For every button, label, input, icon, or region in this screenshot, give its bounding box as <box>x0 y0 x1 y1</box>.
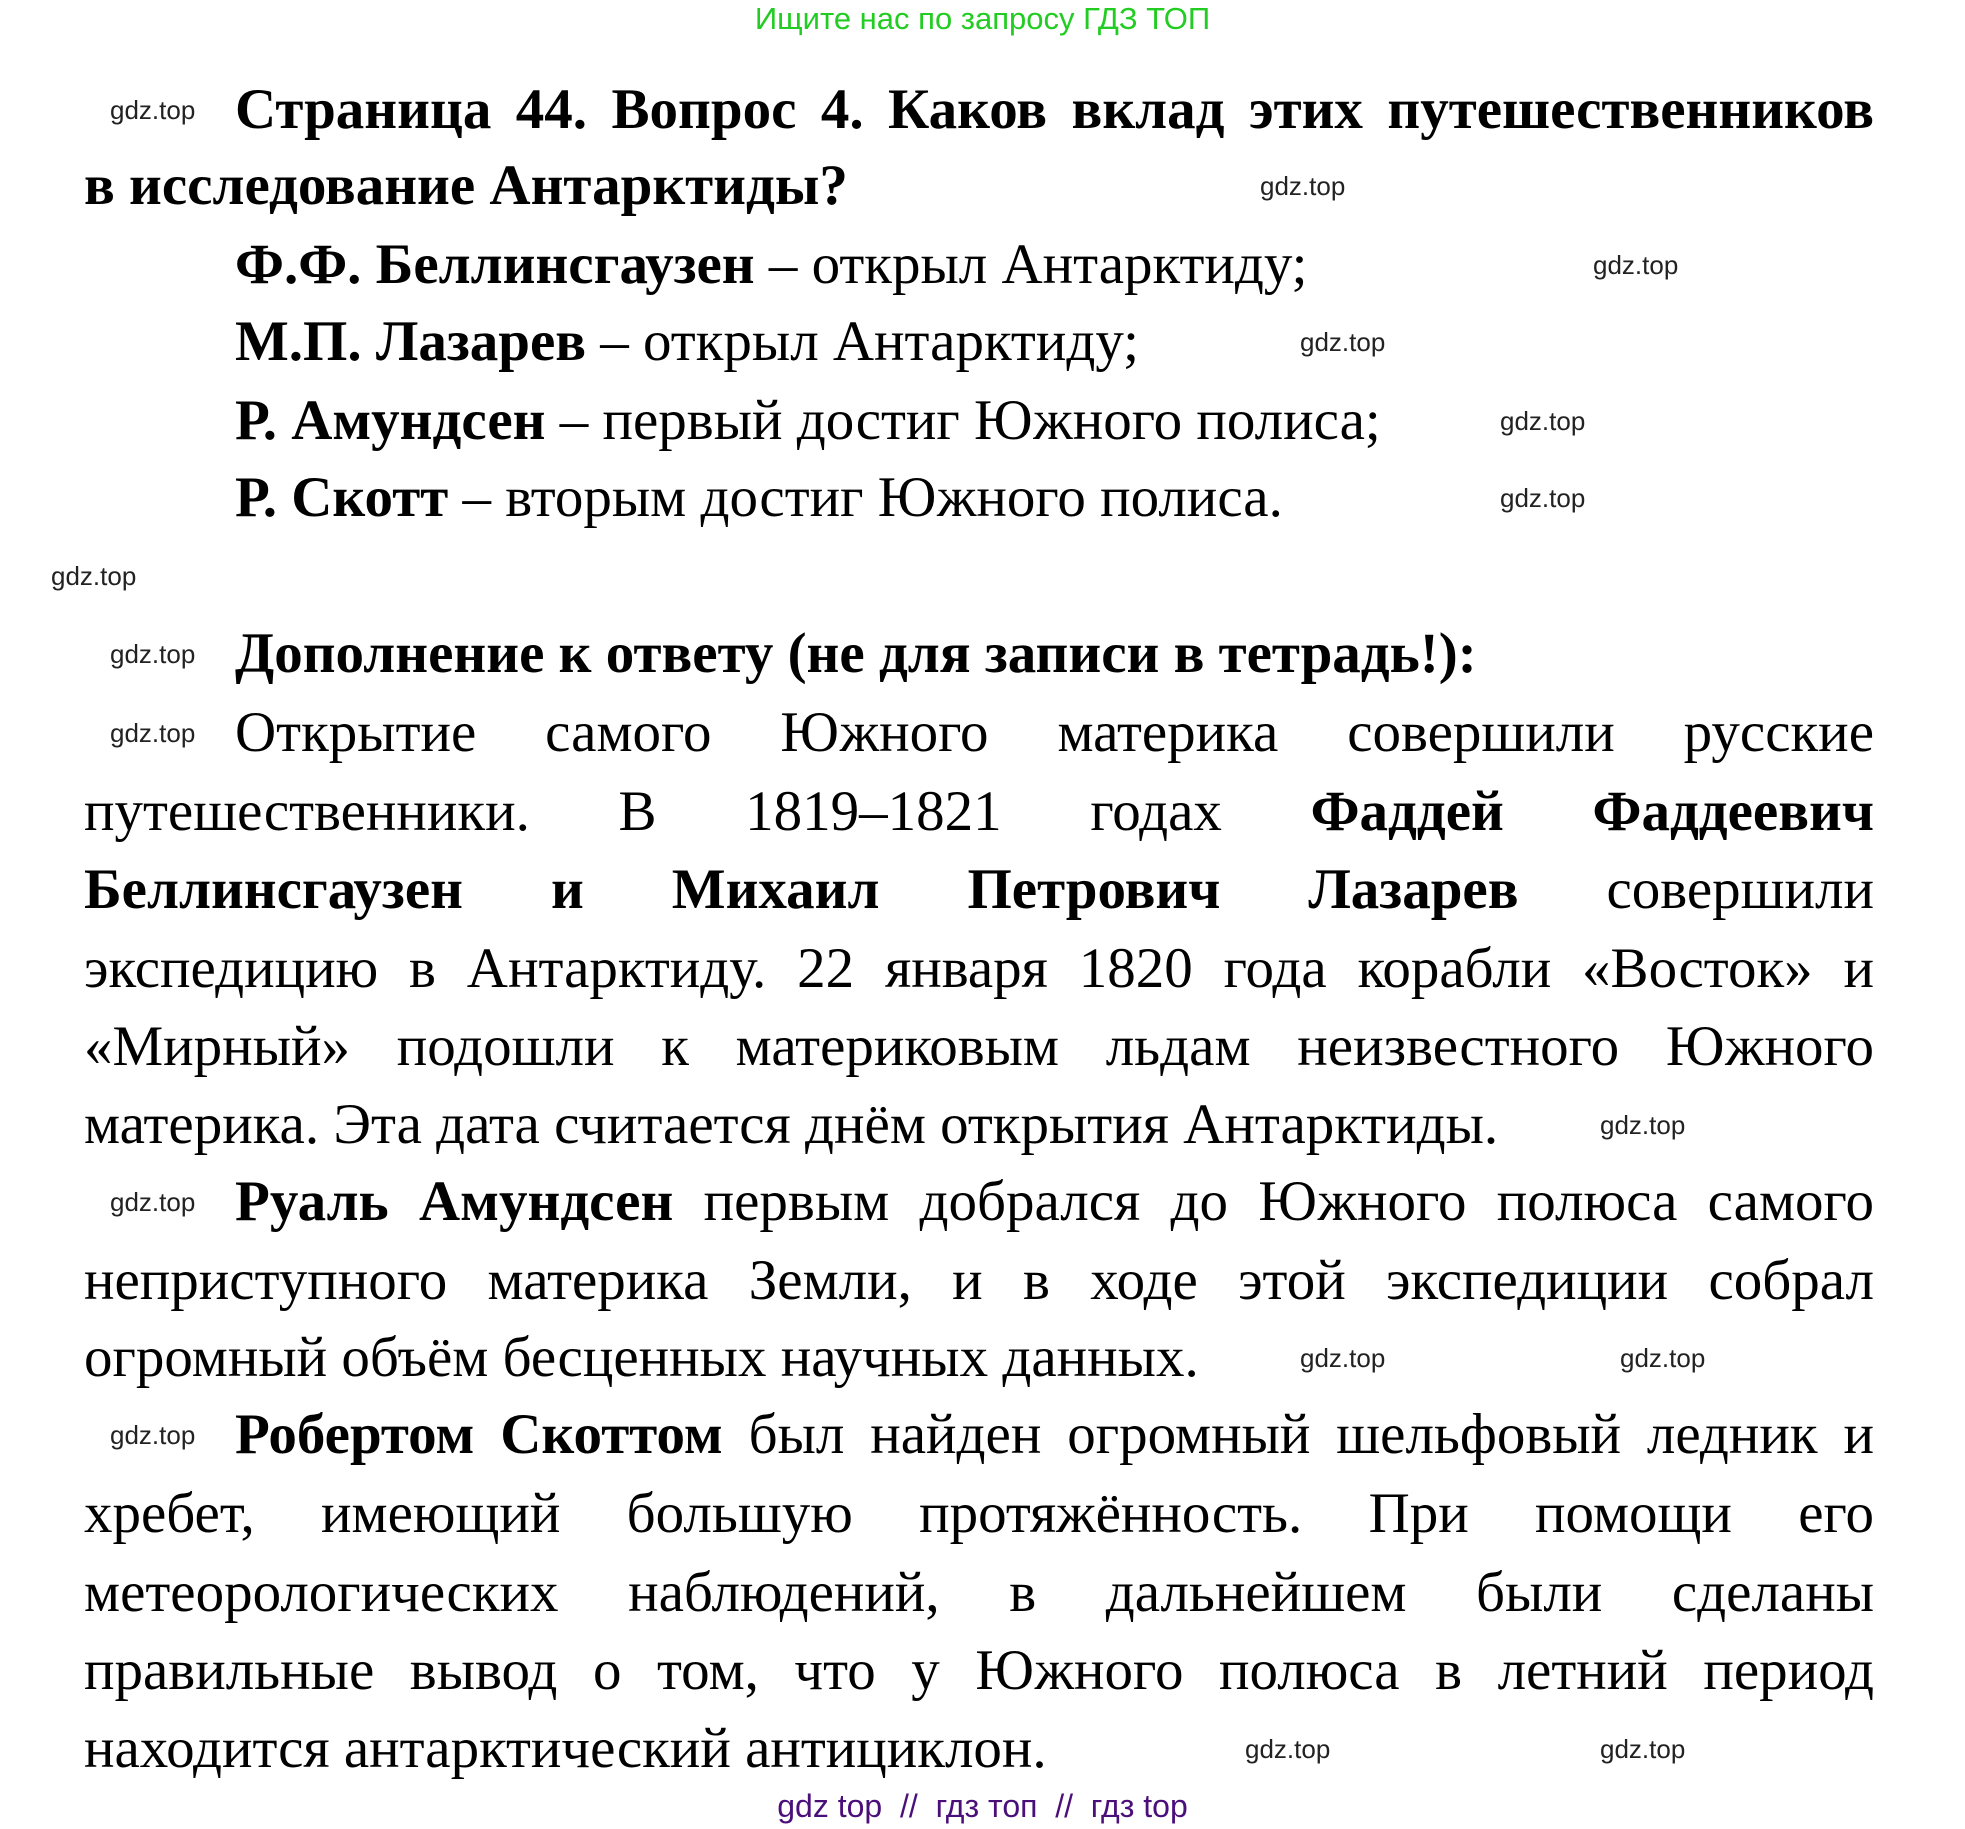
text-segment: – открыл Антарктиду; <box>586 310 1139 373</box>
bold-text: М.П. Лазарев <box>235 310 587 373</box>
text-line <box>84 859 1874 921</box>
line-content <box>84 781 1874 843</box>
text-segment: первым добрался до Южного полюса самого <box>673 1170 1874 1233</box>
text-segment: был найден огромный шельфовый ледник и <box>722 1403 1874 1466</box>
gdz-watermark: gdz.top <box>1260 171 1346 201</box>
line-content <box>84 1016 1874 1078</box>
text-line <box>84 1250 1874 1312</box>
line-content <box>235 234 1307 296</box>
line-content <box>235 623 1477 685</box>
gdz-watermark: gdz.top <box>1245 1734 1331 1764</box>
text-segment: правильные вывод о том, что у Южного полюса в летний период <box>84 1639 1874 1702</box>
question-title-line <box>84 155 1874 217</box>
text-segment: экспедицию в Антарктиду. 22 января 1820 года корабли «Восток» и <box>84 937 1874 1000</box>
gdz-watermark: gdz.top <box>110 1187 196 1217</box>
gdz-watermark: gdz.top <box>1500 406 1586 436</box>
line-content <box>235 702 1874 764</box>
gdz-watermark: gdz.top <box>1593 250 1679 280</box>
text-segment: огромный объём бесценных научных данных. <box>84 1326 1199 1389</box>
text-line <box>84 1562 1874 1624</box>
gdz-watermark: gdz.top <box>51 561 137 591</box>
gdz-watermark: gdz.top <box>110 639 196 669</box>
bold-text: Дополнение к ответу (не для записи в тетрадь!): <box>235 622 1477 685</box>
supplement-heading <box>235 623 1874 685</box>
line-content <box>235 1171 1874 1233</box>
bold-text: Фаддей Фаддеевич <box>1310 780 1874 843</box>
text-line <box>84 938 1874 1000</box>
text-segment: – первый достиг Южного полиса; <box>545 389 1381 452</box>
gdz-watermark: gdz.top <box>1500 483 1586 513</box>
bold-text: Беллинсгаузен и Михаил Петрович Лазарев <box>84 858 1519 921</box>
search-banner: Ищите нас по запросу ГДЗ ТОП <box>754 1 1211 36</box>
gdz-watermark: gdz.top <box>1300 1343 1386 1373</box>
text-segment: метеорологических наблюдений, в дальнейшем были сделаны <box>84 1561 1874 1624</box>
line-content <box>84 1562 1874 1624</box>
bold-text: Ф.Ф. Беллинсгаузен <box>235 233 755 296</box>
text-segment: материка. Эта дата считается днём открытия Антарктиды. <box>84 1093 1499 1156</box>
text-line <box>84 1016 1874 1078</box>
line-content <box>84 1327 1199 1389</box>
text-segment: неприступного материка Земли, и в ходе этой экспедиции собрал <box>84 1249 1874 1312</box>
gdz-watermark: gdz.top <box>1600 1110 1686 1140</box>
bold-text: Робертом Скоттом <box>235 1403 723 1466</box>
question-title-line <box>235 79 1874 141</box>
line-content <box>235 390 1381 452</box>
gdz-watermark: gdz.top <box>110 718 196 748</box>
line-content <box>84 1718 1047 1780</box>
text-segment: – вторым достиг Южного полиса. <box>448 466 1283 529</box>
line-content <box>235 467 1283 529</box>
line-content <box>235 79 1874 141</box>
text-line <box>235 702 1874 764</box>
text-segment: путешественники. В 1819–1821 годах <box>84 780 1311 843</box>
line-content <box>84 1250 1874 1312</box>
line-content <box>84 1094 1498 1156</box>
line-content <box>84 155 848 217</box>
text-segment: хребет, имеющий большую протяжённость. При помощи его <box>84 1482 1874 1545</box>
gdz-watermark: gdz.top <box>110 1420 196 1450</box>
gdz-watermark: gdz.top <box>1600 1734 1686 1764</box>
text-line <box>235 1171 1874 1233</box>
bold-text: Руаль Амундсен <box>235 1170 674 1233</box>
text-line <box>235 1404 1874 1466</box>
gdz-watermark: gdz.top <box>1620 1343 1706 1373</box>
text-line <box>84 1327 1874 1389</box>
bold-text: в исследование Антарктиды? <box>84 154 848 217</box>
line-content <box>84 938 1874 1000</box>
bold-text: Р. Скотт <box>235 466 449 529</box>
gdz-watermark: gdz.top <box>1300 327 1386 357</box>
bold-text: Страница 44. Вопрос 4. Каков вклад этих путешественников <box>235 78 1874 141</box>
footer-watermark: gdz top // гдз топ // гдз top <box>777 1788 1188 1824</box>
line-content <box>235 1404 1874 1466</box>
text-line <box>235 311 1874 373</box>
text-line <box>84 1640 1874 1702</box>
text-line <box>84 1483 1874 1545</box>
text-segment: – открыл Антарктиду; <box>754 233 1308 296</box>
line-content <box>84 859 1874 921</box>
text-line <box>235 467 1874 529</box>
text-segment: совершили <box>1518 858 1874 921</box>
gdz-watermark: gdz.top <box>110 95 196 125</box>
line-content <box>235 311 1139 373</box>
text-line <box>84 781 1874 843</box>
text-segment: находится антарктический антициклон. <box>84 1717 1047 1780</box>
line-content <box>84 1483 1874 1545</box>
text-segment: «Мирный» подошли к материковым льдам неизвестного Южного <box>84 1015 1874 1078</box>
bold-text: Р. Амундсен <box>235 389 546 452</box>
line-content <box>84 1640 1874 1702</box>
text-line <box>235 390 1874 452</box>
text-segment: Открытие самого Южного материка совершили русские <box>235 701 1874 764</box>
